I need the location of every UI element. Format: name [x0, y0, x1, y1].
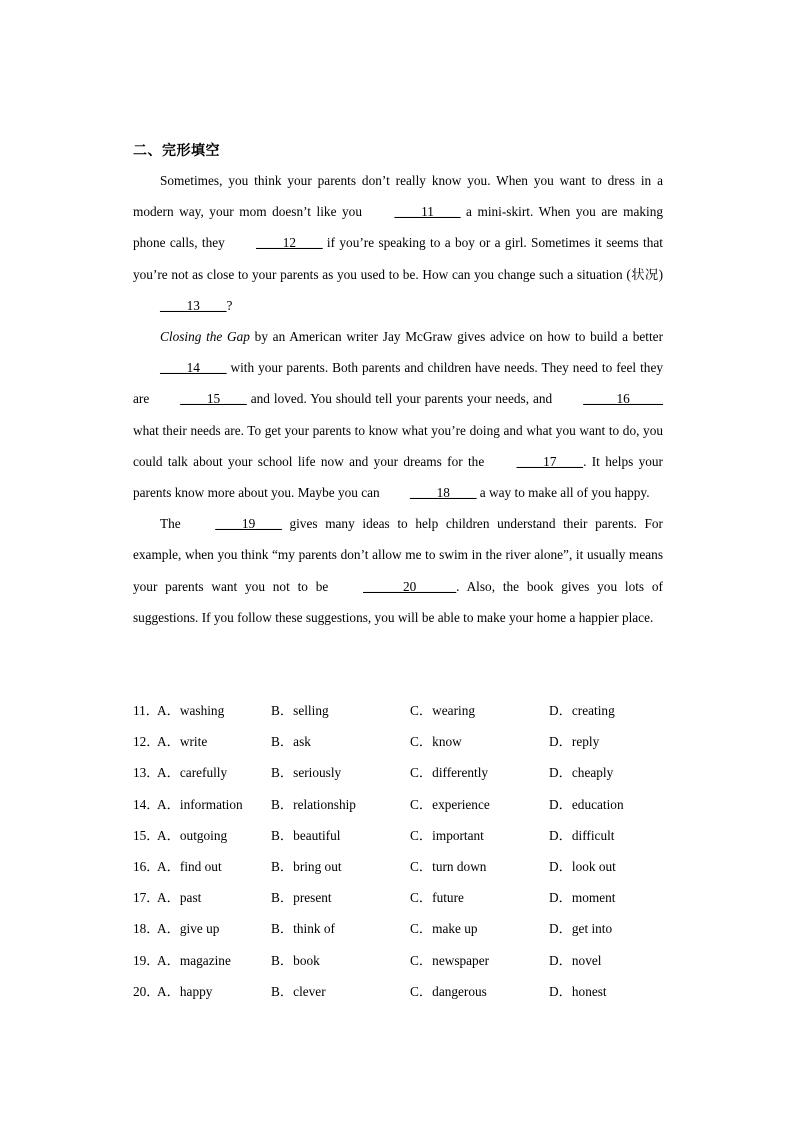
passage-text: if you’re speaking to a boy or a girl. Sometimes it seems that you’re not as close to your parents as you used to be. How can you change such a situation (状况): [133, 235, 663, 282]
question-row: [133, 851, 673, 882]
option-c: C．wearing: [410, 703, 475, 718]
option-a: A．past: [157, 890, 202, 906]
question-number: 19．: [133, 952, 160, 968]
option-a: A．washing: [157, 703, 225, 718]
passage-text: . Also, the book gives you lots of suggestions. If you follow these suggestions, you will be able to make your home a happier place.: [133, 578, 663, 625]
answer-blank: ____13____: [160, 297, 227, 313]
option-b: B．bring out: [271, 858, 342, 874]
question-row: [133, 820, 673, 851]
option-d: D．cheaply: [549, 765, 614, 781]
option-d: D．get into: [549, 921, 613, 937]
question-row: [133, 726, 673, 757]
option-d: D．novel: [549, 952, 602, 968]
passage-paragraph: [133, 508, 663, 633]
option-c: C．differently: [410, 765, 489, 781]
option-d: D．difficult: [549, 827, 615, 843]
option-a: A．carefully: [157, 765, 228, 781]
question-row: [133, 789, 673, 820]
answer-options: [133, 695, 673, 1007]
option-b: B．seriously: [271, 765, 342, 781]
option-c: C．newspaper: [410, 952, 490, 968]
answer-blank: ____14____: [160, 360, 227, 376]
option-a: A．information: [157, 796, 243, 812]
option-a: A．happy: [157, 983, 213, 999]
passage-text: what their needs are. To get your parents to know what you’re doing and what you want to do, you could talk about your school life now and your dreams for the: [133, 422, 663, 469]
question-number: 14．: [133, 796, 160, 812]
passage-text: a way to make all of you happy.: [476, 485, 650, 501]
passage-text: and loved. You should tell your parents your needs, and: [246, 391, 557, 407]
option-b: B．relationship: [271, 796, 356, 812]
option-c: C．know: [410, 734, 462, 750]
option-c: C．future: [410, 890, 464, 906]
answer-blank: ____17____: [516, 453, 584, 469]
answer-blank: _____16_____: [583, 391, 663, 407]
option-c: C．make up: [410, 921, 478, 937]
option-a: A．magazine: [157, 952, 231, 968]
question-number: 17．: [133, 890, 160, 906]
option-c: C．experience: [410, 796, 490, 812]
answer-blank: ____19____: [215, 516, 282, 532]
option-b: B．ask: [271, 734, 311, 750]
question-number: 11．: [133, 703, 160, 718]
question-number: 12．: [133, 734, 160, 750]
option-d: D．reply: [549, 734, 600, 750]
question-number: 20．: [133, 983, 160, 999]
passage-text: . It helps your parents know more about you. Maybe you can: [133, 453, 663, 501]
option-c: C．turn down: [410, 858, 487, 874]
question-number: 16．: [133, 858, 160, 874]
passage-text: ?: [226, 297, 233, 313]
answer-blank: ____11____: [394, 204, 461, 220]
question-row: [133, 882, 673, 913]
option-b: B．clever: [271, 983, 326, 999]
option-d: D．creating: [549, 703, 615, 718]
question-row: [133, 695, 673, 726]
section-heading: 二、完形填空: [133, 143, 220, 159]
passage-text: The: [160, 516, 189, 532]
option-a: A．find out: [157, 858, 222, 874]
option-a: A．write: [157, 734, 208, 750]
passage-paragraph: [133, 165, 663, 321]
passage-text: with your parents. Both parents and children have needs. They need to feel they are: [133, 360, 663, 407]
cloze-passage: [133, 165, 663, 633]
question-row: [133, 976, 673, 1007]
option-d: D．honest: [549, 983, 607, 999]
question-row: [133, 945, 673, 976]
question-row: [133, 757, 673, 788]
option-d: D．look out: [549, 858, 616, 874]
answer-blank: ______20______: [363, 578, 457, 594]
option-b: B．book: [271, 952, 320, 968]
option-d: D．education: [549, 796, 624, 812]
option-a: A．give up: [157, 921, 220, 937]
option-b: B．think of: [271, 921, 335, 937]
option-b: B．present: [271, 890, 332, 906]
passage-text: a mini-skirt. When you are making phone calls, they: [133, 204, 663, 251]
passage-paragraph: [133, 321, 663, 508]
option-d: D．moment: [549, 890, 616, 906]
answer-blank: ____15____: [180, 391, 247, 407]
book-title: Closing the Gap: [160, 329, 250, 345]
answer-blank: ____18____: [410, 485, 477, 501]
answer-blank: ____12____: [256, 235, 323, 251]
option-a: A．outgoing: [157, 827, 228, 843]
passage-text: Sometimes, you think your parents don’t really know you. When you want to dress in a modern way, your mom doesn’t like you: [133, 173, 663, 220]
passage-text: gives many ideas to help children understand their parents. For example, when you think “my parents don’t allow me to swim in the river alone”, it usually means your parents want you not to be: [133, 516, 663, 594]
option-b: B．beautiful: [271, 827, 341, 843]
option-c: C．important: [410, 827, 484, 843]
question-number: 13．: [133, 765, 160, 781]
option-c: C．dangerous: [410, 983, 487, 999]
question-number: 18．: [133, 921, 160, 937]
passage-text: by an American writer Jay McGraw gives advice on how to build a better: [249, 329, 663, 345]
option-b: B．selling: [271, 703, 329, 718]
question-number: 15．: [133, 827, 160, 843]
question-row: [133, 913, 673, 944]
